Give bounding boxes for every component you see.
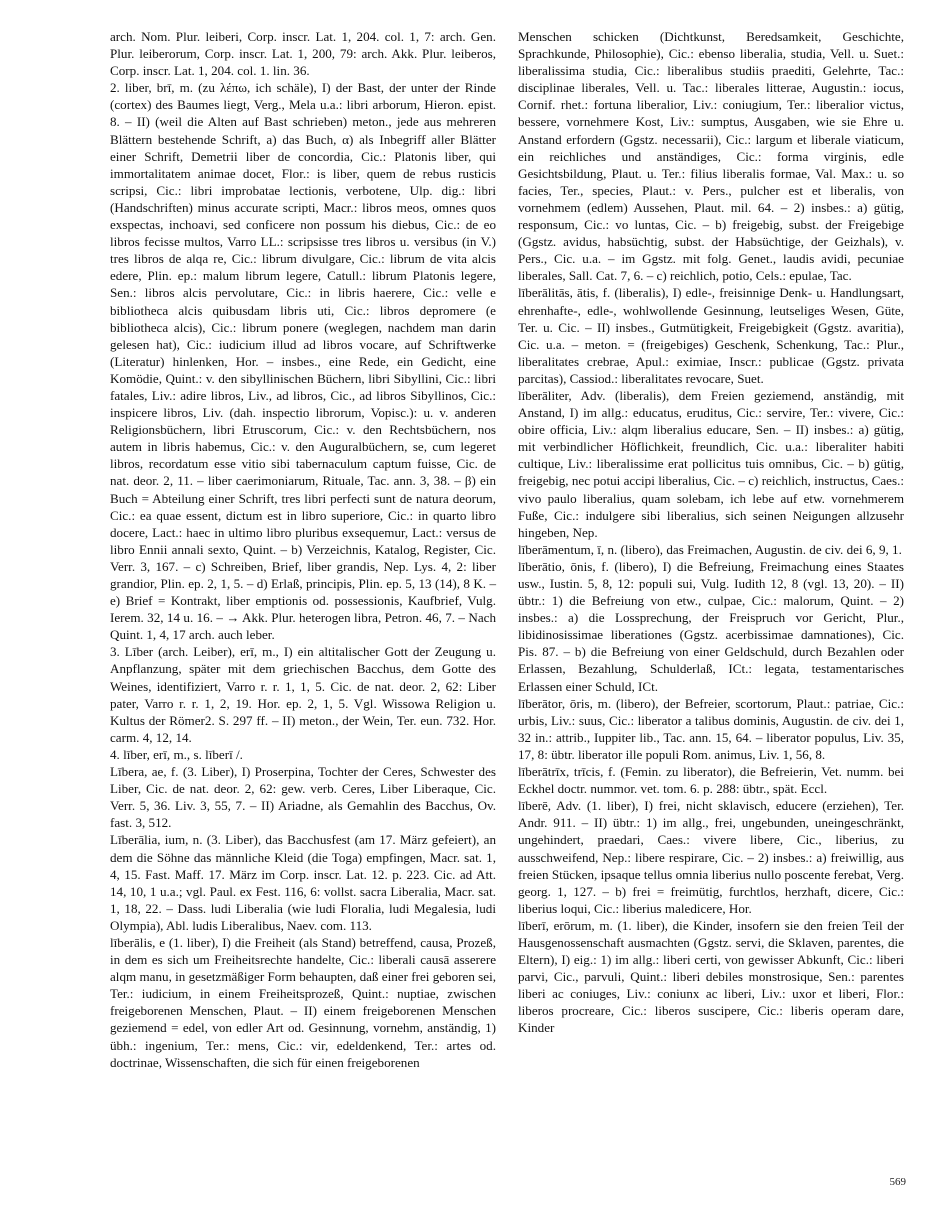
entry-liber-2: 2. liber, brī, m. (zu λέπω, ich schäle), I) der Bast, der unter der Rinde (cortex) des Baumes liegt, Verg., Mela u.a.: libri arborum, Hieron. epist. 8. – II) (weil die Alten auf Bast schrieben) meton., jede aus mehreren Blättern bestehende Schrift, a) das Buch, α) als Inbegriff aller Blätter einer Schrift, Demetrii liber de concordia, Cic.: Platonis liber, qui immortalitatem animae docet, Flor.: is liber, quem de rebus rusticis scripsi, Cic.: libri improbatae lectionis, verbotene, Ulp. dig.: libri (Handschriften) minus accurate scripti, Macr.: libros meos, omnes quos exspectas, inchoavi, sed conficere non possum his diebus, Cic.: de eo libros fecisse multos, Varro LL.: scripsisse tres libros u. versibus (in V.) tres libros de alqa re, Cic.: librum divulgare, Cic.: librum de vita alcis edere, Plin. ep.: malum librum legere, Catull.: librum Platonis legere, Sen.: libros alcis pervolutare, Cic.: in libris haerere, Cic.: velle e bibliotheca alcis quibusdam libris uti, Cic.: libros depromere (e bibliotheca alcis), Cic.: librum ponere (weglegen, nachdem man darin gelesen hat), Cic.: iudicium illud ad libros vocare, auf Schriftwerke (Literatur) hinlenken, Hor. – insbes., eine Rede, ein Gedicht, eine Komödie, Quint.: v. den sibyllinischen Büchern, libri Sibyllini, Cic.: libri fatales, Liv.: adire libros, Liv., ad libros, Cic., ad libros Sibyllinos, Cic.: inspicere libros, Liv. (dah. inspectio librorum, Vopisc.): u. v. anderen Religionsbüchern, libri Etruscorum, Cic.: v. den Rechtsbüchern, nos autem in libris habemus, Cic.: v. den Auguralbüchern, se, cum legeret libros, recordatum esse vitio sibi tabernaculum captum fuisse, Cic. de nat. deor. 2, 11. – liber caerimoniarum, Rituale, Tac. ann. 3, 38. – β) ein Buch = Abteilung einer Schrift, tres libri perfecti sunt de natura deorum, Cic.: ea quae essent, dictum est in libro superiore, Cic.: in quarto libro docere, Lact.: haec in ultimo libro pluribus exsequemur, Lact.: versus de libro Ennii annali sexto, Quint. – b) Verzeichnis, Katalog, Register, Cic. Verr. 3, 167. – c) Schreiben, Brief, liber grandis, Nep. Lys. 4, 2: liber grandior, Plin. ep. 2, 1, 5. – d) Erlaß, principis, Plin. ep. 5, 13 (14), 8 K. – e) Brief = Kontrakt, liber emptionis od. possessionis, Kaufbrief, Vulg. Ierem. 32, 14 u. 16. – → Akk. Plur. heterogen libra, Petron. 46, 7. – Nach Quint. 1, 4, 17 arch. auch leber. [110,80,496,643]
entry-liberi: līberī, erōrum, m. (1. liber), die Kinder, insofern sie den freien Teil der Hausgenossenschaft ausmachten (Ggstz. servi, die Sklaven, parentes, die Eltern), I) eig.: 1) im allg.: liberi certi, von gewisser Abkunft, Cic.: liberi parvi, Cic., parvuli, Quint.: liberi debiles monstrosique, Sen.: parentes liberi ac coniuges, Liv.: coniunx ac liberi, Liv.: uxor et liberi, Flor.: liberos procreare, Cic.: liberos suscipere, Cic.: liberis operam dare, Kinder [518,917,904,1036]
entry-liberalia: Līberālia, ium, n. (3. Liber), das Bacchusfest (am 17. März gefeiert), an dem die Söhne das männliche Kleid (die Toga) empfingen, Macr. sat. 1, 4, 15. Fast. Maff. 17. März im Corp. inscr. Lat. 12. p. 223. Cic. ad Att. 14, 10, 1 u.a.; vgl. Paul. ex Fest. 116, 6: vollst. sacra Liberalia, Macr. sat. 1, 18, 22. – Dass. ludi Liberalia (wie ludi Floralia, ludi Megalesia, ludi Olympia), Abl. ludis Liberalibus, Naev. com. 113. [110,832,496,933]
left-column [110,28,496,1071]
entry-liberatio: līberātio, ōnis, f. (libero), I) die Befreiung, Freimachung eines Staates usw., Iustin. 5, 8, 12: populi sui, Vulg. Iudith 12, 8 (vgl. 13, 20). – II) übtr.: 1) die Befreiung von etw., culpae, Cic.: malorum, Quint. – 2) insbes.: a) die Lossprechung, der Freispruch vor Gericht, Plur., libidinosissimae liberationes (Ggstz. acerbissimae damnationes), Cic. Pis. 87. – b) die Befreiung von einer Geldschuld, durch Bezahlen oder Erlassen, Bezahlung, Schulderlaß, ICt.: legata, testamentarisches Erlassen einer Schuld, ICt. [518,558,904,694]
entry-liberaliter: līberāliter, Adv. (liberalis), dem Freien geziemend, anständig, mit Anstand, I) im allg.: educatus, eruditus, Cic.: servire, Ter.: vivere, Cic.: obire officia, Liv.: alqm liberalius educare, Sen. – II) insbes.: a) gütig, mit verbindlicher Höflichkeit, freundlich, Cic. u.a.: liberaliter habiti cultique, Liv.: liberalissime erat pollicitus tuis omnibus, Cic. – b) gütig, freigebig, nec potui accipi liberalius, Cic. – c) reichlich, instructus, Caes.: vivo paulo liberalius, quam solebam, ich lebe auf etw. vornehmerem Fuße, Cic.: indulgere sibi liberalius, sich seinen Neigungen allzusehr hingeben, Nep. [518,387,904,540]
page-number: 569 [889,1176,906,1188]
entry-liber-1-continuation: arch. Nom. Plur. leiberi, Corp. inscr. Lat. 1, 204. col. 1, 7: arch. Gen. Plur. leiberorum, Corp. inscr. Lat. 1, 200, 79: arch. Akk. Plur. leiberos, Corp. inscr. Lat. 1, 204. col. 1. lin. 36. [110,29,496,79]
entry-libera: Lībera, ae, f. (3. Liber), I) Proserpina, Tochter der Ceres, Schwester des Liber, Cic. de nat. deor. 2, 62: gew. verb. Ceres, Liber Liberaque, Cic. Verr. 5, 36. Liv. 3, 55, 7. – II) Ariadne, als Gemahlin des Bacchus, Ov. fast. 3, 512. [110,764,496,831]
entry-liberalis: līberālis, e (1. liber), I) die Freiheit (als Stand) betreffend, causa, Prozeß, in dem es sich um Freiheitsrechte handelte, Cic.: liberali causā asserere alqm manu, in gesetzmäßiger Form behaupten, daß einer frei geboren sei, Ter.: iudicium, in einem Freiheitsprozeß, Quint.: nuptiae, zwischen freigeborenen Menschen, Plaut. – II) einem freigeborenen Menschen geziemend = edel, von edler Art od. Gesinnung, vornehm, anständig, 1) übh.: ingenium, Ter.: mens, Cic.: vir, edeldenkend, Ter.: artes od. doctrinae, Wissenschaften, die sich für einen freigeborenen [110,934,496,1070]
entry-libere: līberē, Adv. (1. liber), I) frei, nicht sklavisch, educere (erziehen), Ter. Andr. 911. – II) übtr.: 1) im allg., frei, ungebunden, uneingeschränkt, ungehindert, praedari, Caes.: vivere libere, Cic., liberius, zu ausschweifend, Nep.: libere respirare, Cic. – 2) insbes.: a) freiwillig, aus freien Stücken, ipsaque tellus omnia liberius nullo poscente ferebat, Verg. georg. 1, 127. – b) frei = freimütig, furchtlos, herzhaft, dicere, Cic.: liberius loqui, Cic.: liberius maledicere, Hor. [518,798,904,916]
entry-liberamentum: līberāmentum, ī, n. (libero), das Freimachen, Augustin. de civ. dei 6, 9, 1. [518,541,902,557]
entry-liber-3: 3. Līber (arch. Leiber), erī, m., I) ein altitalischer Gott der Zeugung u. Anpflanzung, später mit dem griechischen Bacchus, dem Gotte des Weines, identifiziert, Varro r. r. 1, 1, 5. Cic. de nat. deor. 2, 62: Liber pater, Varro r. r. 1, 2, 19. Hor. ep. 2, 1, 5. Vgl. Wissowa Religion u. Kultus der Römer2. S. 297 ff. – II) meton., der Wein, Ter. eun. 732. Hor. carm. 4, 12, 14. [110,644,496,745]
entry-liber-4: 4. līber, erī, m., s. līberī /. [110,746,243,762]
entry-liberator: līberātor, ōris, m. (libero), der Befreier, scortorum, Plaut.: patriae, Cic.: urbis, Liv.: suus, Cic.: liberator a talibus dominis, Augustin. de civ. dei 1, 32 in.: attrib., Iuppiter lib., Tac. ann. 15, 64. – liberator populus, Liv. 35, 17, 8: übtr. liberator ille populi Rom. animus, Liv. 1, 56, 8. [518,695,904,762]
entry-liberatrix: līberātrīx, trīcis, f. (Femin. zu liberator), die Befreierin, Vet. numm. bei Eckhel doctr. nummor. vet. tom. 6. p. 288: übtr., spät. Eccl. [518,764,904,797]
entry-liberalitas: līberālitās, ātis, f. (liberalis), I) edle-, freisinnige Denk- u. Handlungsart, ehrenhafte-, edle-, wohlwollende Gesinnung, leutseliges Wesen, Güte, Ter. u. Cic. – II) insbes., Gutmütigkeit, Freigebigkeit (Ggstz. avaritia), Cic. u.a. – meton. = (freigebiges) Geschenk, Schenkung, Tac.: Plur., liberalitates crebrae, Apul.: eximiae, Inscr.: publicae (Ggstz. privata parcitas), Cassiod.: liberalitates revocare, Suet. [518,285,904,386]
right-column [518,28,904,1037]
entry-liberalis-continuation: Menschen schicken (Dichtkunst, Beredsamkeit, Geschichte, Sprachkunde, Philosophie), Cic.: ebenso liberalia, studia, Vell. u. Suet.: liberalissima studia, Cic.: liberalibus studiis praediti, Gelehrte, Tac.: disciplinae liberales, Vell. u. Tac.: liberales litterae, Augustin.: iocus, Cornif. rhet.: fortuna liberalior, Liv.: coniugium, Ter.: liberalior victus, bessere, vornehmere Kost, Liv.: sumptus, Ausgaben, wie sie Ehre u. Anstand erfordern (Ggstz. necessarii), Cic.: largum et liberale viaticum, ein reichliches und anständiges, Cic.: forma virginis, edle Gesichtsbildung, Plaut. u. Ter.: filius liberalis formae, Val. Max.: u. so facies, Ter., species, Plaut.: v. Pers., pulcher est et liberalis, von vornehmem (edlem) Aussehen, Plaut. mil. 64. – 2) insbes.: a) gütig, responsum, Cic.: vo luntas, Cic. – b) freigebig, subst. der Freigebige (Ggstz. avidus, habsüchtig, subst. der Habsüchtige, der Geizhals), v. Pers., Cic. u.a. – im Ggstz. mit folg. Genet., laudis avidi, pecuniae liberales, Sall. Cat. 7, 6. – c) reichlich, potio, Cels.: epulae, Tac. [518,29,904,284]
